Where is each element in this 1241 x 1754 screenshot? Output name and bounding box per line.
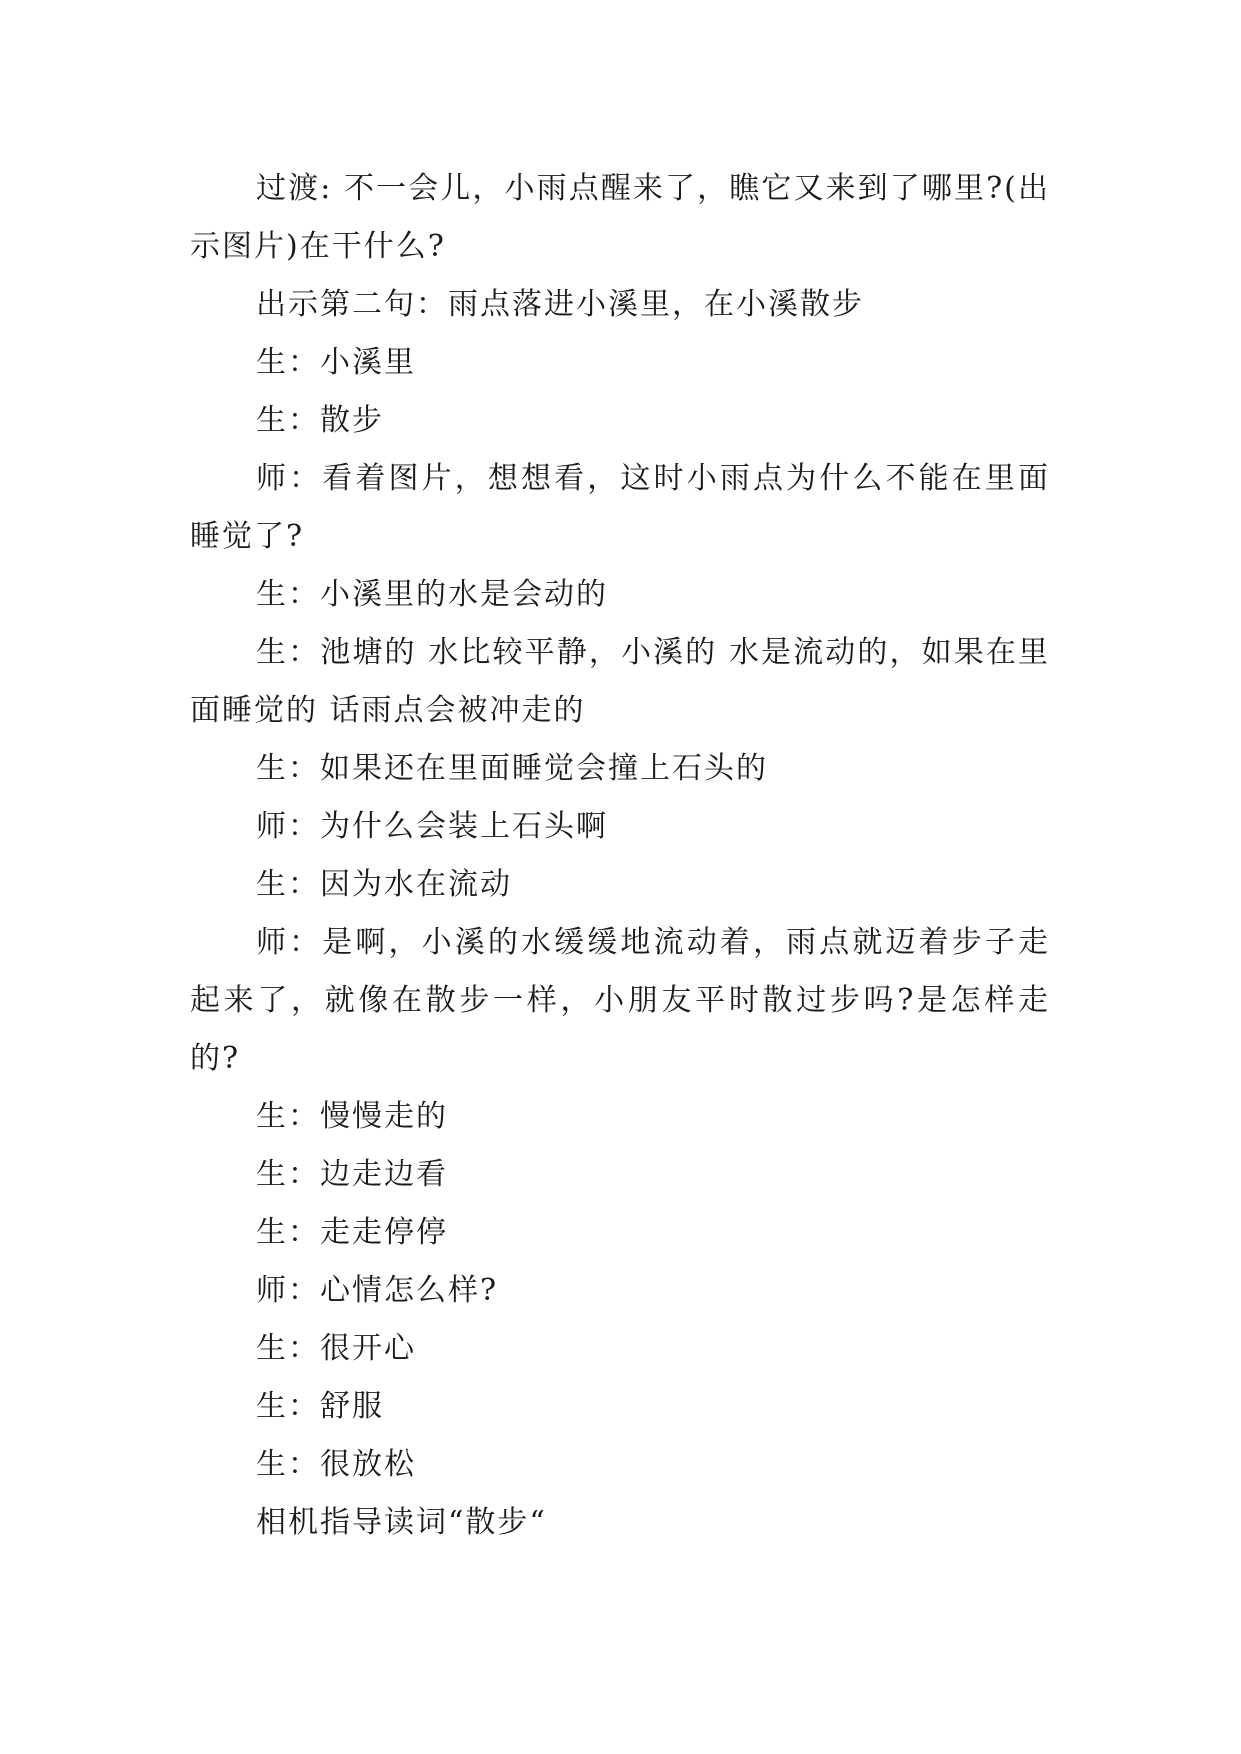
paragraph-reading-guidance: 相机指导读词“散步“ [256,1505,547,1540]
paragraph-student-line: 生：边走边看 [256,1157,448,1192]
paragraph-teacher-line: 师：看着图片，想想看，这时小雨点为什么不能在里面睡觉了? [190,461,1050,554]
document-body [190,160,1050,1552]
paragraph-teacher-line: 师：心情怎么样? [256,1273,499,1308]
paragraph-student-line: 生：如果还在里面睡觉会撞上石头的 [256,751,768,786]
paragraph-show-second-sentence: 出示第二句：雨点落进小溪里，在小溪散步 [256,287,864,322]
paragraph-student-line: 生：小溪里 [256,345,416,380]
paragraph-student-line: 生：走走停停 [256,1215,448,1250]
paragraph-student-line: 生：慢慢走的 [256,1099,448,1134]
paragraph-student-line: 生：小溪里的水是会动的 [256,577,608,612]
paragraph-student-line: 生：很放松 [256,1447,416,1482]
paragraph-teacher-line: 师：为什么会装上石头啊 [256,809,608,844]
paragraph-transition: 过渡: 不一会儿，小雨点醒来了，瞧它又来到了哪里?(出示图片)在干什么? [190,171,1050,264]
paragraph-teacher-line: 师：是啊，小溪的水缓缓地流动着，雨点就迈着步子走起来了，就像在散步一样，小朋友平时散过步吗?是怎样走的? [190,925,1050,1076]
paragraph-student-line: 生：散步 [256,403,384,438]
paragraph-student-line: 生：很开心 [256,1331,416,1366]
paragraph-student-line: 生：因为水在流动 [256,867,512,902]
paragraph-student-line: 生：池塘的 水比较平静，小溪的 水是流动的，如果在里面睡觉的 话雨点会被冲走的 [190,635,1050,728]
paragraph-student-line: 生：舒服 [256,1389,384,1424]
